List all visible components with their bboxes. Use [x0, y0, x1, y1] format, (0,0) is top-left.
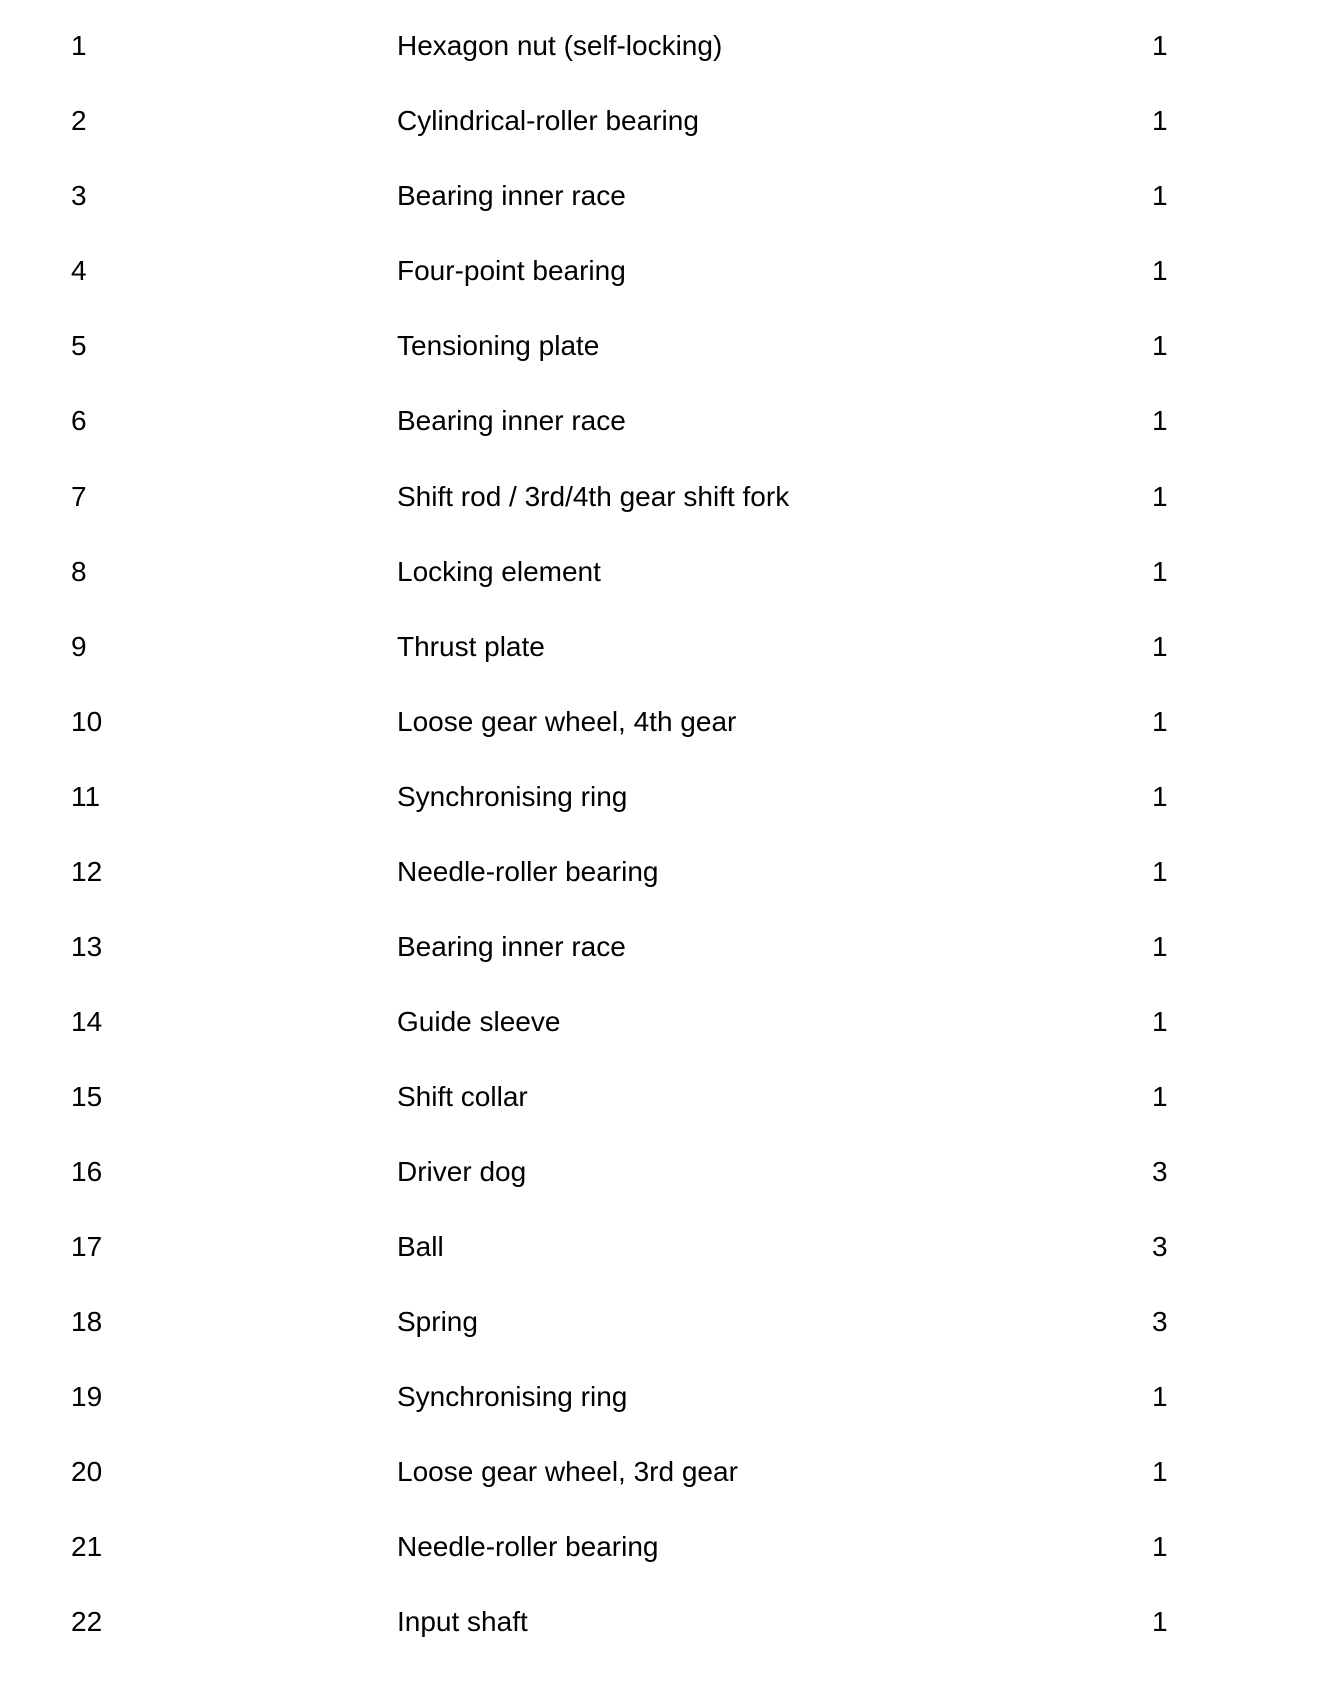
part-quantity: 1	[1152, 931, 1168, 962]
part-quantity: 1	[1152, 706, 1168, 737]
part-number: 9	[71, 631, 87, 662]
table-row	[0, 552, 1328, 592]
table-row	[0, 777, 1328, 817]
table-row	[0, 702, 1328, 742]
table-row	[0, 1452, 1328, 1492]
part-quantity: 1	[1152, 1006, 1168, 1037]
part-quantity: 1	[1152, 856, 1168, 887]
part-number: 11	[71, 781, 101, 812]
part-number: 22	[71, 1606, 103, 1637]
part-quantity: 1	[1152, 1456, 1168, 1487]
part-description: Shift collar	[397, 1081, 528, 1112]
part-quantity: 1	[1152, 255, 1168, 286]
table-row	[0, 627, 1328, 667]
part-quantity: 1	[1152, 631, 1168, 662]
part-quantity: 1	[1152, 481, 1168, 512]
part-description: Shift rod / 3rd/4th gear shift fork	[397, 481, 790, 512]
part-number: 20	[71, 1456, 103, 1487]
part-description: Hexagon nut (self-locking)	[397, 30, 723, 61]
part-quantity: 3	[1152, 1306, 1168, 1337]
part-description: Loose gear wheel, 3rd gear	[397, 1456, 738, 1487]
part-quantity: 3	[1152, 1156, 1168, 1187]
part-description: Bearing inner race	[397, 931, 626, 962]
part-quantity: 1	[1152, 30, 1168, 61]
part-number: 19	[71, 1381, 103, 1412]
part-number: 18	[71, 1306, 103, 1337]
part-quantity: 1	[1152, 1606, 1168, 1637]
part-quantity: 3	[1152, 1231, 1168, 1262]
part-number: 4	[71, 255, 87, 286]
part-number: 17	[71, 1231, 103, 1262]
part-description: Ball	[397, 1231, 444, 1262]
part-description: Input shaft	[397, 1606, 528, 1637]
part-number: 2	[71, 105, 87, 136]
part-quantity: 1	[1152, 405, 1168, 436]
table-row	[0, 852, 1328, 892]
part-description: Locking element	[397, 556, 601, 587]
part-description: Loose gear wheel, 4th gear	[397, 706, 737, 737]
table-row	[0, 1002, 1328, 1042]
part-number: 21	[71, 1531, 103, 1562]
part-description: Synchronising ring	[397, 781, 628, 812]
part-number: 10	[71, 706, 103, 737]
part-number: 1	[71, 30, 87, 61]
table-row	[0, 1527, 1328, 1567]
table-row	[0, 101, 1328, 141]
part-description: Cylindrical-roller bearing	[397, 105, 699, 136]
table-row	[0, 26, 1328, 66]
part-description: Bearing inner race	[397, 405, 626, 436]
part-number: 6	[71, 405, 87, 436]
part-number: 12	[71, 856, 103, 887]
part-description: Four-point bearing	[397, 255, 626, 286]
table-row	[0, 401, 1328, 441]
table-row	[0, 927, 1328, 967]
part-description: Driver dog	[397, 1156, 527, 1187]
table-row	[0, 176, 1328, 216]
part-quantity: 1	[1152, 781, 1168, 812]
table-row	[0, 251, 1328, 291]
part-quantity: 1	[1152, 1081, 1168, 1112]
table-row	[0, 1152, 1328, 1192]
table-row	[0, 477, 1328, 517]
table-row	[0, 1077, 1328, 1117]
part-quantity: 1	[1152, 1381, 1168, 1412]
part-description: Synchronising ring	[397, 1381, 628, 1412]
table-row	[0, 1302, 1328, 1342]
part-quantity: 1	[1152, 105, 1168, 136]
part-number: 5	[71, 330, 87, 361]
part-number: 7	[71, 481, 87, 512]
part-description: Bearing inner race	[397, 180, 626, 211]
table-row	[0, 1227, 1328, 1267]
part-number: 16	[71, 1156, 103, 1187]
table-row	[0, 326, 1328, 366]
part-description: Needle-roller bearing	[397, 856, 659, 887]
part-quantity: 1	[1152, 1531, 1168, 1562]
table-row	[0, 1377, 1328, 1417]
part-number: 13	[71, 931, 103, 962]
part-description: Tensioning plate	[397, 330, 600, 361]
part-number: 8	[71, 556, 87, 587]
part-number: 15	[71, 1081, 103, 1112]
part-description: Spring	[397, 1306, 478, 1337]
part-number: 3	[71, 180, 87, 211]
part-description: Guide sleeve	[397, 1006, 561, 1037]
part-number: 14	[71, 1006, 103, 1037]
part-quantity: 1	[1152, 180, 1168, 211]
part-description: Thrust plate	[397, 631, 545, 662]
table-row	[0, 1602, 1328, 1642]
part-quantity: 1	[1152, 556, 1168, 587]
part-quantity: 1	[1152, 330, 1168, 361]
part-description: Needle-roller bearing	[397, 1531, 659, 1562]
